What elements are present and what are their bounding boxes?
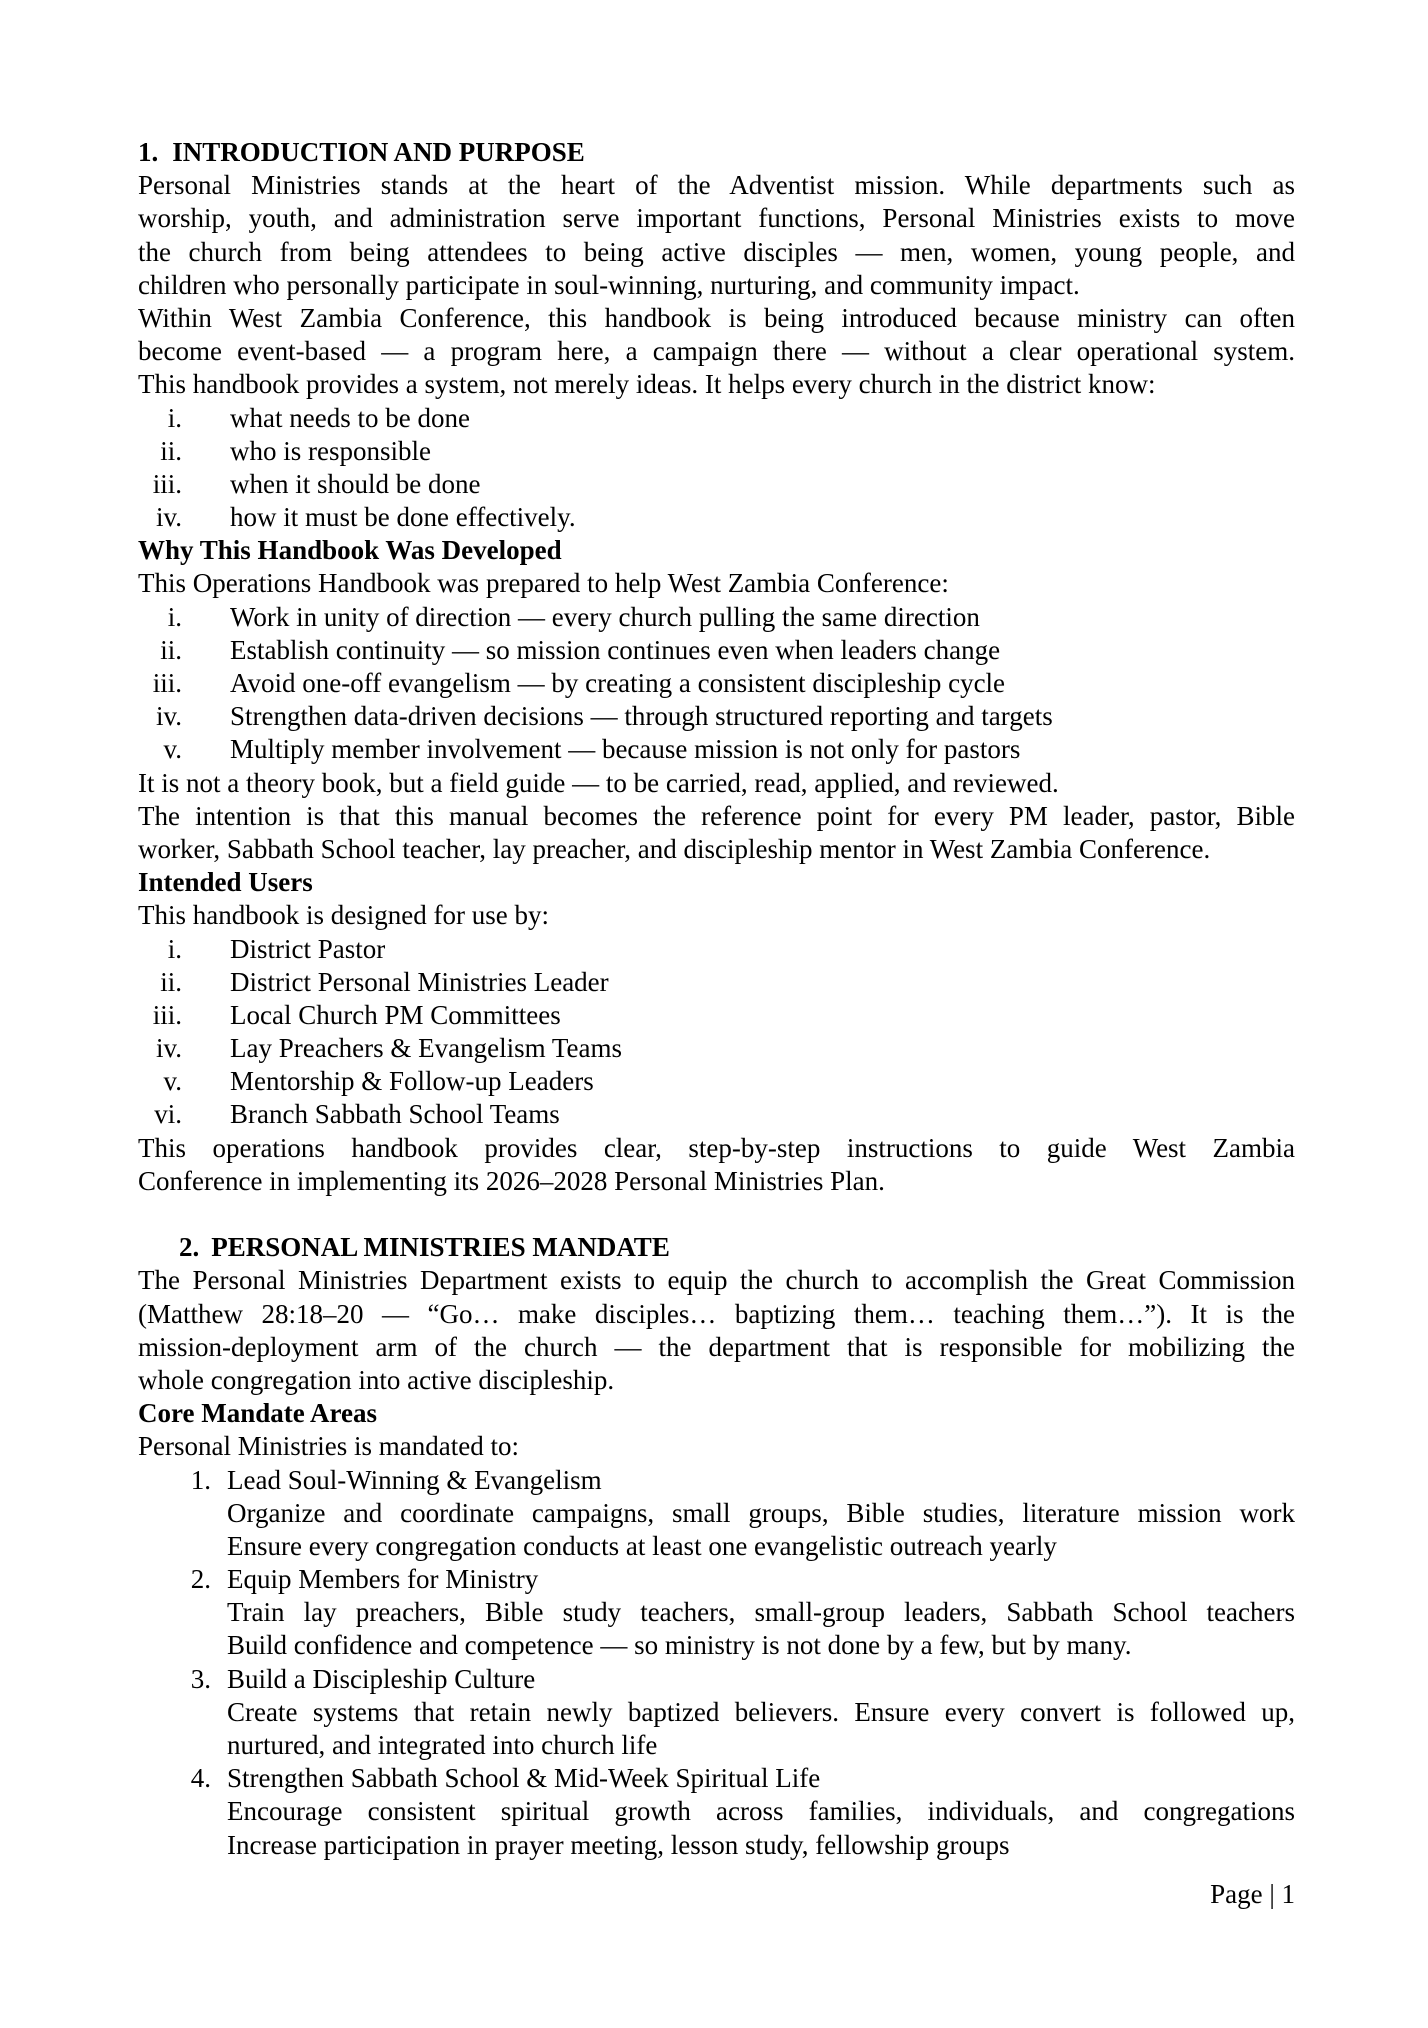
list-item-text: Branch Sabbath School Teams xyxy=(230,1099,560,1130)
list-marker: v. xyxy=(163,1066,182,1097)
sub-heading: Why This Handbook Was Developed xyxy=(138,535,562,566)
paragraph-line: This handbook is designed for use by: xyxy=(138,900,549,931)
paragraph-line: This handbook provides a system, not merely ideas. It helps every church in the district know: xyxy=(138,369,1156,400)
list-marker: iv. xyxy=(156,701,182,732)
list-item-text: Local Church PM Committees xyxy=(230,999,561,1030)
list-item-text: how it must be done effectively. xyxy=(230,502,576,533)
paragraph-line: The Personal Ministries Department exists to equip the church to accomplish the Great Commission xyxy=(138,1265,1295,1296)
blank-line xyxy=(138,1198,1295,1231)
list-item-description-line: Build confidence and competence — so ministry is not done by a few, but by many. xyxy=(227,1630,1132,1661)
section-heading xyxy=(138,136,1295,169)
list-item-title: Equip Members for Ministry xyxy=(227,1564,539,1595)
paragraph-line: (Matthew 28:18–20 — “Go… make disciples… baptizing them… teaching them…”). It is the xyxy=(138,1298,1295,1329)
list-marker: ii. xyxy=(160,435,182,466)
list-item xyxy=(138,1762,1295,1795)
list-marker: iii. xyxy=(152,668,182,698)
list-item-text: who is responsible xyxy=(230,435,431,466)
list-marker: vi. xyxy=(154,1099,182,1130)
list-item xyxy=(138,1563,1295,1596)
list-item-title: Strengthen Sabbath School & Mid-Week Spiritual Life xyxy=(227,1763,821,1794)
paragraph-line: Personal Ministries is mandated to: xyxy=(138,1431,519,1462)
heading-number: 2. xyxy=(179,1232,200,1263)
list-marker: i. xyxy=(167,402,182,433)
list-item xyxy=(138,966,1295,999)
list-item-text: Mentorship & Follow-up Leaders xyxy=(230,1066,594,1097)
list-marker: v. xyxy=(163,734,182,765)
list-marker: 2. xyxy=(190,1564,211,1595)
paragraph-line: Personal Ministries stands at the heart of the Adventist mission. While departments such as xyxy=(138,170,1295,201)
paragraph-line: This operations handbook provides clear, step-by-step instructions to guide West Zambia xyxy=(138,1132,1295,1163)
list-marker: iii. xyxy=(152,468,182,499)
page-number: Page | 1 xyxy=(1210,1879,1295,1909)
sub-heading: Intended Users xyxy=(138,867,313,898)
paragraph-line: children who personally participate in soul-winning, nurturing, and community impact. xyxy=(138,269,1080,300)
paragraph-line: Within West Zambia Conference, this handbook is being introduced because ministry can often xyxy=(138,302,1295,333)
list-marker: i. xyxy=(167,933,182,964)
list-item-text: when it should be done xyxy=(230,468,481,499)
list-item-text: what needs to be done xyxy=(230,402,470,433)
list-item xyxy=(138,435,1295,468)
paragraph-line: Conference in implementing its 2026–2028 Personal Ministries Plan. xyxy=(138,1165,885,1196)
list-item xyxy=(138,933,1295,966)
list-item xyxy=(138,700,1295,733)
list-marker: ii. xyxy=(160,634,182,665)
list-item-text: Multiply member involvement — because mission is not only for pastors xyxy=(230,734,1021,765)
list-item-description-line: Train lay preachers, Bible study teachers, small-group leaders, Sabbath School teachers xyxy=(227,1597,1295,1628)
list-item xyxy=(138,999,1295,1032)
list-item-text: Lay Preachers & Evangelism Teams xyxy=(230,1033,622,1064)
list-item-description-line: Ensure every congregation conducts at least one evangelistic outreach yearly xyxy=(227,1530,1057,1561)
list-item-title: Lead Soul-Winning & Evangelism xyxy=(227,1464,602,1495)
list-item xyxy=(138,468,1295,501)
document-body xyxy=(138,136,1295,1862)
list-item-text: District Personal Ministries Leader xyxy=(230,966,609,997)
paragraph-line: the church from being attendees to being active disciples — men, women, young people, and xyxy=(138,236,1295,267)
list-item xyxy=(138,1065,1295,1098)
list-item xyxy=(138,1032,1295,1065)
paragraph-line: It is not a theory book, but a field guide — to be carried, read, applied, and reviewed. xyxy=(138,767,1059,798)
list-marker: iv. xyxy=(156,502,182,533)
list-item xyxy=(138,733,1295,766)
list-item-text: Work in unity of direction — every church pulling the same direction xyxy=(230,601,980,632)
list-marker: iii. xyxy=(152,999,182,1030)
list-item-description-line: Encourage consistent spiritual growth across families, individuals, and congregations xyxy=(227,1796,1295,1827)
list-marker: i. xyxy=(167,601,182,632)
list-item-description-line: nurtured, and integrated into church life xyxy=(227,1730,658,1760)
list-item xyxy=(138,1663,1295,1696)
section-heading xyxy=(138,1231,1295,1264)
list-marker: iv. xyxy=(156,1033,182,1064)
list-item xyxy=(138,601,1295,634)
list-item-title: Build a Discipleship Culture xyxy=(227,1663,536,1694)
paragraph-line: worker, Sabbath School teacher, lay preacher, and discipleship mentor in West Zambia Conference. xyxy=(138,833,1211,864)
list-marker: 3. xyxy=(190,1663,211,1694)
list-item xyxy=(138,1098,1295,1131)
paragraph-line: This Operations Handbook was prepared to help West Zambia Conference: xyxy=(138,568,949,599)
paragraph-line: worship, youth, and administration serve important functions, Personal Ministries exists to move xyxy=(138,203,1295,234)
list-item xyxy=(138,1464,1295,1497)
list-item xyxy=(138,402,1295,435)
sub-heading: Core Mandate Areas xyxy=(138,1398,377,1429)
paragraph-line: whole congregation into active discipleship. xyxy=(138,1364,615,1395)
paragraph-line: mission-deployment arm of the church — the department that is responsible for mobilizing the xyxy=(138,1331,1295,1362)
list-item-description-line: Organize and coordinate campaigns, small groups, Bible studies, literature mission work xyxy=(227,1497,1295,1528)
heading-label: PERSONAL MINISTRIES MANDATE xyxy=(211,1232,670,1263)
list-marker: 4. xyxy=(190,1763,211,1794)
list-item-text: District Pastor xyxy=(230,933,386,964)
heading-number: 1. xyxy=(138,137,159,167)
list-item-description-line: Create systems that retain newly baptized believers. Ensure every convert is followed up, xyxy=(227,1696,1295,1727)
list-marker: 1. xyxy=(190,1464,211,1495)
list-item xyxy=(138,501,1295,534)
list-item-text: Establish continuity — so mission continues even when leaders change xyxy=(230,634,1001,665)
list-marker: ii. xyxy=(160,966,182,997)
list-item xyxy=(138,634,1295,667)
list-item xyxy=(138,667,1295,700)
list-item-text: Strengthen data-driven decisions — through structured reporting and targets xyxy=(230,701,1053,732)
paragraph-line: become event-based — a program here, a campaign there — without a clear operational system. xyxy=(138,336,1295,367)
list-item-description-line: Increase participation in prayer meeting, lesson study, fellowship groups xyxy=(227,1829,1010,1860)
list-item-text: Avoid one-off evangelism — by creating a consistent discipleship cycle xyxy=(230,668,1006,698)
paragraph-line: The intention is that this manual becomes the reference point for every PM leader, pastor, Bible xyxy=(138,800,1295,831)
heading-label: INTRODUCTION AND PURPOSE xyxy=(172,137,585,167)
